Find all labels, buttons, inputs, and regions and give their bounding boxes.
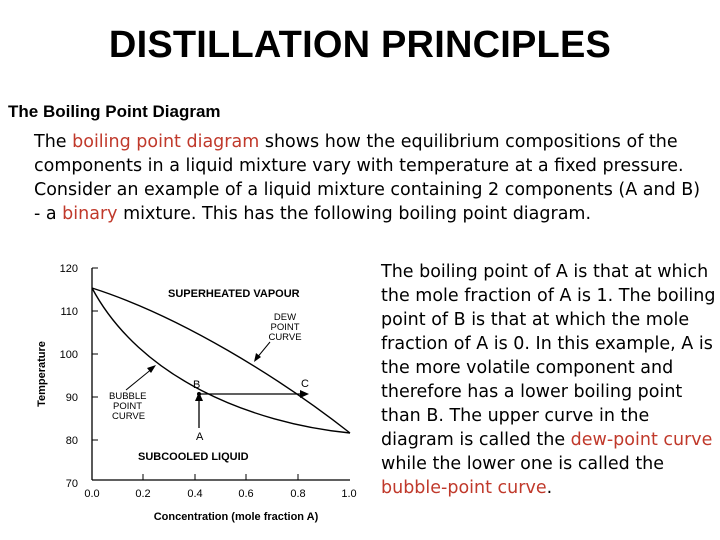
x-tick-label: 0.2 [135,488,151,500]
x-tick-label: 1.0 [341,488,357,500]
bubble-point-label-line: BUBBLE [109,391,147,402]
x-axis-title: Concentration (mole fraction A) [153,511,319,523]
y-tick-label: 120 [59,263,78,275]
point-label-a: A [196,431,204,443]
point-b-marker [197,392,201,396]
explanation-paragraph [381,260,717,500]
dew-point-label-line: CURVE [268,332,302,343]
x-tick-label: 0.8 [290,488,306,500]
intro-text-1: The [34,132,73,152]
side-highlight-bubble-point-curve: bubble-point curve [381,478,547,498]
section-subtitle: The Boiling Point Diagram [8,102,221,121]
dew-point-label-line: POINT [270,322,300,333]
intro-text-3: mixture. This has the following boiling point diagram. [117,204,592,224]
intro-text-2: shows how the equilibrium compositions of the components in a liquid mixture vary with temperature at a fixed pressure. Consider an example of a liquid mixture containing 2 components (A and B) - a [34,132,701,224]
dew-point-label-line: DEW [273,312,297,323]
side-text-2: while the lower one is called the [381,454,665,474]
x-tick-label: 0.4 [187,488,203,500]
y-axis-title: Temperature [36,341,48,407]
point-label-b: B [193,379,201,391]
intro-paragraph [34,130,704,226]
side-text-1: The boiling point of A is that at which the mole fraction of A is 1. The boiling point of B is that at which the mole fraction of A is 0. In this example, A is the more volatile component and therefore has a lower boiling point than B. The upper curve in the diagram is called the [381,262,716,450]
y-tick-label: 70 [65,478,78,490]
boiling-point-diagram [30,258,370,526]
bubble-point-label-line: POINT [113,401,143,412]
bubble-label-leader [126,368,153,390]
arrowhead-b-c [300,390,309,398]
side-highlight-dew-point-curve: dew-point curve [570,430,713,450]
y-tick-label: 90 [65,392,78,404]
side-text-3: . [546,478,553,498]
y-tick-label: 110 [60,306,78,318]
bubble-point-label-line: CURVE [112,411,146,422]
point-label-c: C [301,378,309,390]
region-label-subcooled-liquid: SUBCOOLED LIQUID [138,451,249,463]
y-tick-label: 80 [65,435,78,447]
x-tick-label: 0.0 [84,488,100,500]
page-title: DISTILLATION PRINCIPLES [108,24,612,66]
region-label-superheated-vapour: SUPERHEATED VAPOUR [168,288,300,300]
x-tick-label: 0.6 [238,488,254,500]
intro-highlight-binary: binary [62,204,118,224]
y-tick-label: 100 [59,349,78,361]
intro-highlight-boiling-point-diagram: boiling point diagram [72,132,260,152]
